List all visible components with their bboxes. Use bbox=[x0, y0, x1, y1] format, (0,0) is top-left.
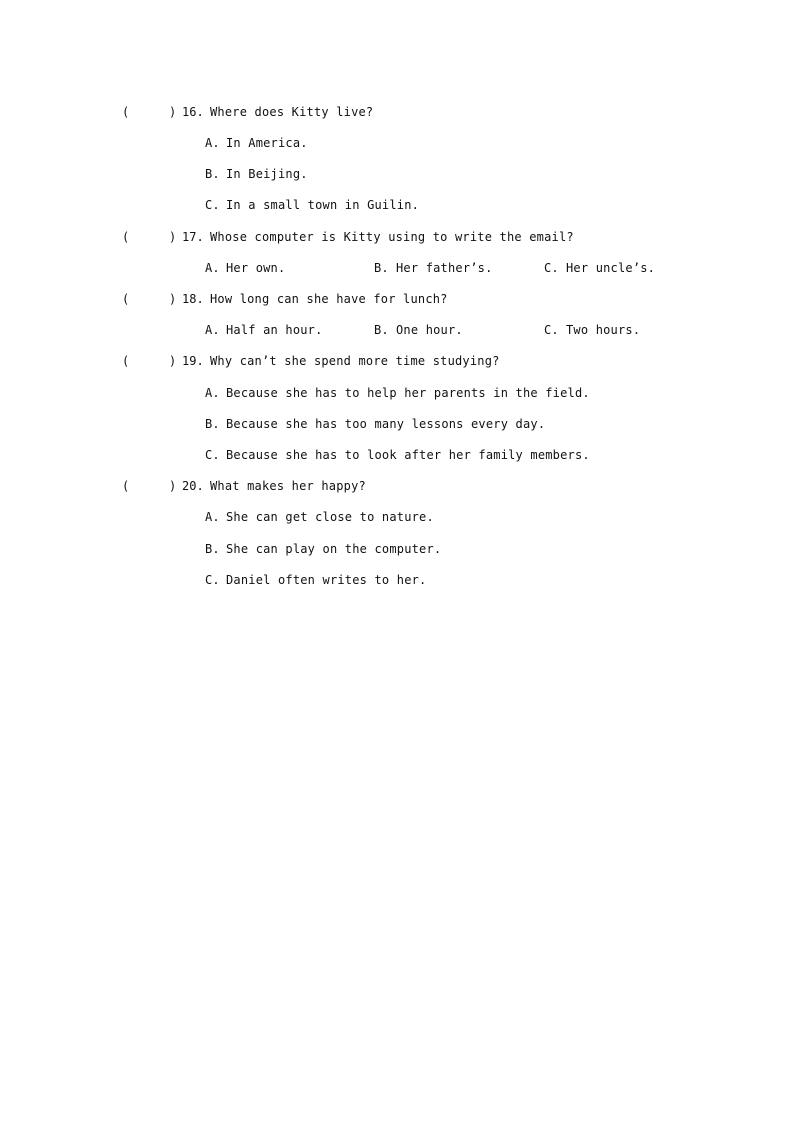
question-number: 16. bbox=[182, 105, 204, 119]
option-label: B. bbox=[205, 167, 220, 181]
option-label: B. bbox=[374, 323, 389, 337]
option-text: Half an hour. bbox=[226, 323, 323, 337]
question-number: 19. bbox=[182, 354, 204, 368]
option-text: In a small town in Guilin. bbox=[226, 198, 420, 212]
option-label: A. bbox=[205, 323, 220, 337]
option-label: C. bbox=[544, 261, 559, 275]
option-label: B. bbox=[205, 542, 220, 556]
answer-bracket-close: ) bbox=[169, 354, 177, 368]
option-text: One hour. bbox=[396, 323, 463, 337]
option-label: A. bbox=[205, 136, 220, 150]
option-label: C. bbox=[205, 198, 220, 212]
option-text: Two hours. bbox=[566, 323, 641, 337]
answer-bracket-close: ) bbox=[169, 479, 177, 493]
option-text: She can play on the computer. bbox=[226, 542, 442, 556]
option-text: In Beijing. bbox=[226, 167, 308, 181]
option-text: Because she has to help her parents in the field. bbox=[226, 386, 590, 400]
option-label: B. bbox=[374, 261, 389, 275]
question-text: How long can she have for lunch? bbox=[210, 292, 448, 306]
question-number: 18. bbox=[182, 292, 204, 306]
question-text: What makes her happy? bbox=[210, 479, 366, 493]
option-text: Her uncle’s. bbox=[566, 261, 656, 275]
answer-bracket-open: ( bbox=[122, 354, 130, 368]
question-text: Why can’t she spend more time studying? bbox=[210, 354, 500, 368]
option-label: C. bbox=[205, 448, 220, 462]
question-text: Where does Kitty live? bbox=[210, 105, 374, 119]
option-text: In America. bbox=[226, 136, 308, 150]
option-label: C. bbox=[205, 573, 220, 587]
option-text: Because she has too many lessons every day. bbox=[226, 417, 546, 431]
answer-bracket-open: ( bbox=[122, 230, 130, 244]
answer-bracket-open: ( bbox=[122, 105, 130, 119]
answer-bracket-open: ( bbox=[122, 479, 130, 493]
option-label: B. bbox=[205, 417, 220, 431]
option-label: A. bbox=[205, 510, 220, 524]
answer-bracket-close: ) bbox=[169, 230, 177, 244]
option-text: Her own. bbox=[226, 261, 286, 275]
option-label: C. bbox=[544, 323, 559, 337]
answer-bracket-close: ) bbox=[169, 292, 177, 306]
question-number: 20. bbox=[182, 479, 204, 493]
answer-bracket-open: ( bbox=[122, 292, 130, 306]
question-text: Whose computer is Kitty using to write the email? bbox=[210, 230, 574, 244]
option-text: She can get close to nature. bbox=[226, 510, 434, 524]
option-label: A. bbox=[205, 261, 220, 275]
question-number: 17. bbox=[182, 230, 204, 244]
option-label: A. bbox=[205, 386, 220, 400]
answer-bracket-close: ) bbox=[169, 105, 177, 119]
option-text: Because she has to look after her family members. bbox=[226, 448, 590, 462]
option-text: Her father’s. bbox=[396, 261, 493, 275]
option-text: Daniel often writes to her. bbox=[226, 573, 427, 587]
